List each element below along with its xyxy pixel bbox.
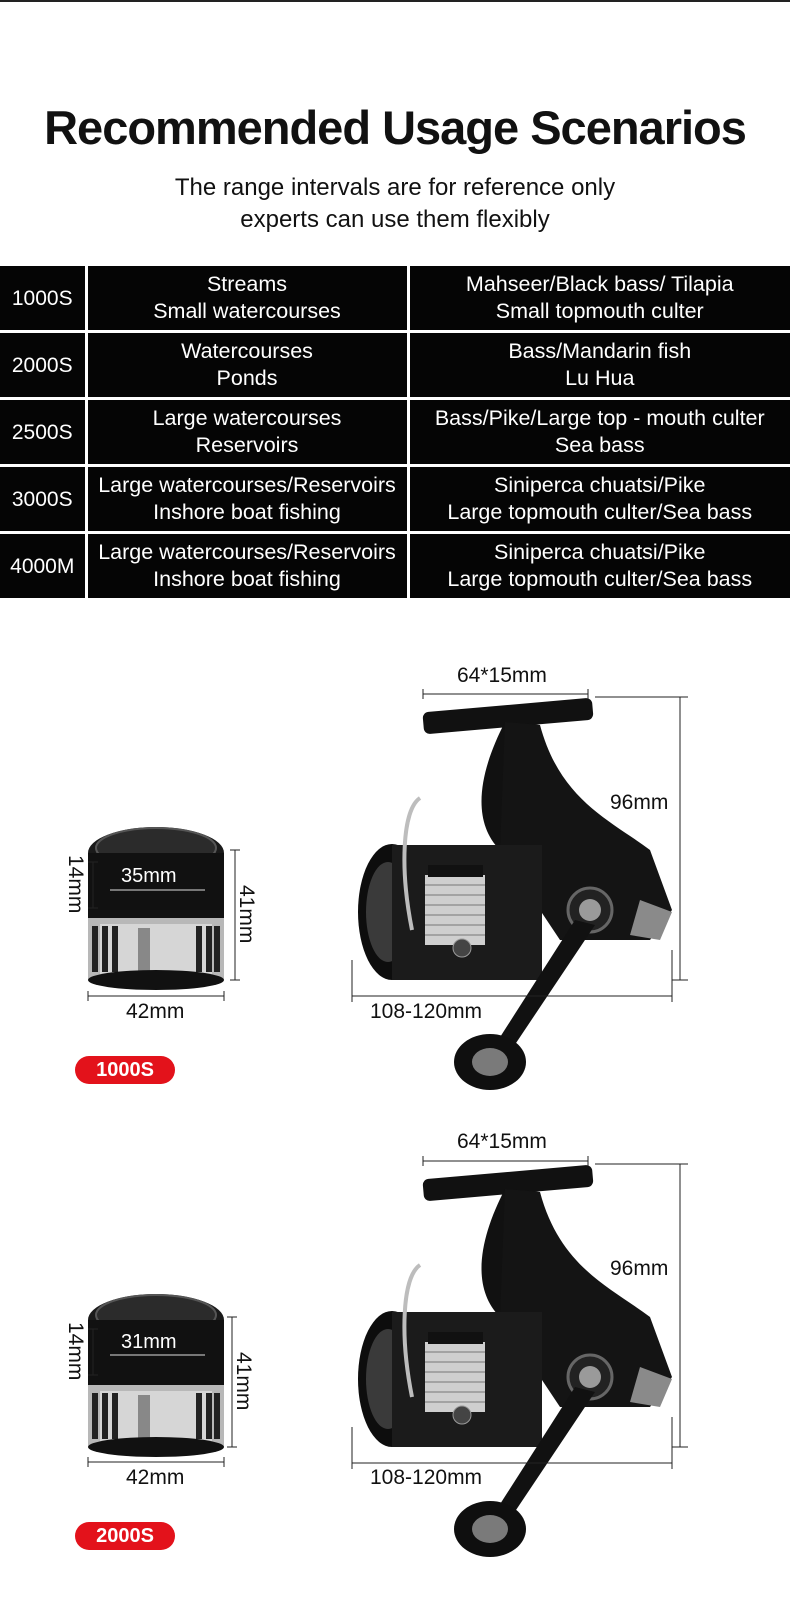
spool-illustration <box>88 1294 224 1457</box>
model-cell: 4000M <box>0 533 86 600</box>
water-cell: Large watercourses/Reservoirs Inshore boat fishing <box>86 533 408 600</box>
size-diagram-2000s <box>0 1127 790 1597</box>
water-cell: Watercourses Ponds <box>86 332 408 399</box>
reel-body <box>358 1165 672 1557</box>
usage-table <box>0 266 790 601</box>
reel-length-label: 108-120mm <box>370 1466 483 1489</box>
fish-cell: Siniperca chuatsi/Pike Large topmouth culter/Sea bass <box>408 533 790 600</box>
model-badge: 1000S <box>75 1056 175 1084</box>
spool-total-height-label: 41mm <box>235 885 258 944</box>
model-cell: 3000S <box>0 466 86 533</box>
page-title: Recommended Usage Scenarios <box>44 101 746 154</box>
reel-length-label: 108-120mm <box>370 1000 483 1023</box>
model-cell: 1000S <box>0 266 86 332</box>
spool-small-height-label: 14mm <box>64 855 87 914</box>
fish-cell: Mahseer/Black bass/ Tilapia Small topmouth culter <box>408 266 790 332</box>
subtitle-line-2: experts can use them flexibly <box>240 206 550 233</box>
model-cell: 2500S <box>0 399 86 466</box>
water-cell: Large watercourses Reservoirs <box>86 399 408 466</box>
table-row <box>0 332 790 399</box>
subtitle-line-1: The range intervals are for reference only <box>174 174 616 201</box>
handle-size-label: 64*15mm <box>457 1130 547 1153</box>
table-row <box>0 466 790 533</box>
fish-cell: Siniperca chuatsi/Pike Large topmouth culter/Sea bass <box>408 466 790 533</box>
fish-cell: Bass/Pike/Large top - mouth culter Sea bass <box>408 399 790 466</box>
table-row <box>0 399 790 466</box>
reel-illustration <box>0 650 790 1120</box>
water-cell: Streams Small watercourses <box>86 266 408 332</box>
spool-inner-label: 31mm <box>121 1331 177 1353</box>
top-divider <box>0 0 790 2</box>
model-cell: 2000S <box>0 332 86 399</box>
water-cell: Large watercourses/Reservoirs Inshore boat fishing <box>86 466 408 533</box>
reel-body <box>358 698 672 1090</box>
fish-cell: Bass/Mandarin fish Lu Hua <box>408 332 790 399</box>
spool-illustration <box>88 827 224 990</box>
handle-size-label: 64*15mm <box>457 664 547 687</box>
spool-width-label: 42mm <box>126 1000 185 1023</box>
spool-inner-label: 35mm <box>121 865 177 887</box>
size-diagram-1000s <box>0 650 790 1120</box>
reel-height-label: 96mm <box>610 1257 669 1280</box>
spool-small-height-label: 14mm <box>64 1322 87 1381</box>
table-row <box>0 266 790 332</box>
reel-height-label: 96mm <box>610 791 669 814</box>
table-row <box>0 533 790 600</box>
model-badge: 2000S <box>75 1522 175 1550</box>
spool-total-height-label: 41mm <box>232 1352 255 1411</box>
spool-width-label: 42mm <box>126 1466 185 1489</box>
